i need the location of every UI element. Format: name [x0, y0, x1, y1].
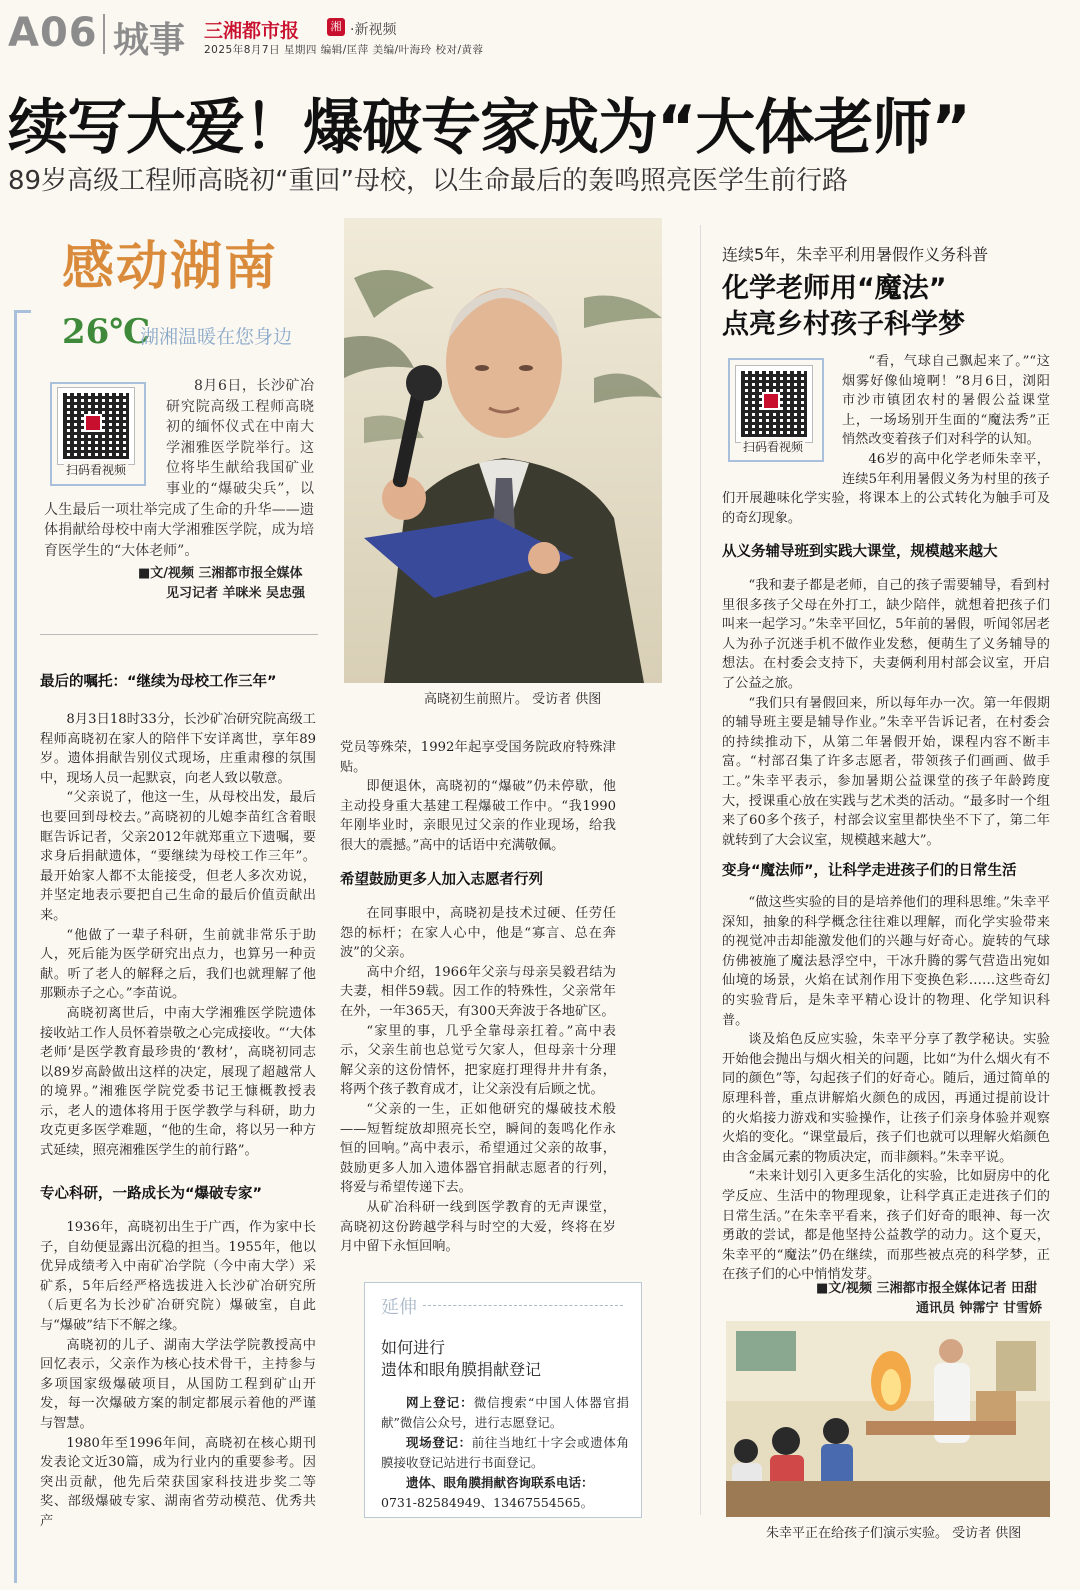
sidebar-title-1: 如何进行 [381, 1338, 446, 1357]
col1-paragraph: 1936年，高晓初出生于广西，作为家中长子，自幼便显露出沉稳的担当。1955年，他以优异成绩考入中南矿冶学院（今中南大学）采矿系，5年后经严格选拔进入长沙矿冶研究所（后更名为长沙矿冶研究院）爆破室，自此与“爆破”结下不解之缘。 [40, 1220, 316, 1333]
column-rule [700, 225, 701, 1515]
onsite-label: 现场登记： [406, 1435, 472, 1450]
right-paragraph: “我们只有暑假回来，所以每年办一次。第一年假期的辅导班主要是辅导作业。”朱幸平告诉记者，在村委会的持续推动下，从第二年暑假开始，课程内容不断丰富。“村部召集了许多志愿者，带领孩子们画画、做手工。”朱幸平表示，参加暑期公益课堂的孩子年龄跨度大，授课重心放在实践与艺术类的活动。“最多时一个组来了60多个孩子，村部会议室里都快坐不下了，第二年就转到了大会议室，规模越来越大”。 [722, 695, 1050, 848]
qr-code-label: 扫码看视频 [743, 440, 804, 454]
right-lead [722, 352, 1050, 528]
divider [40, 634, 318, 635]
right-kicker: 连续5年，朱幸平利用暑假作义务科普 [722, 245, 989, 264]
col2-paragraph: 从矿冶科研一线到医学教育的无声课堂，高晓初这份跨越学科与时空的大爱，终将在岁月中留下永恒回响。 [340, 1199, 616, 1255]
qr-float-spacer [44, 376, 166, 488]
right-title-1: 化学老师用“魔法” [722, 273, 947, 304]
sidebar-tag-line [423, 1305, 623, 1306]
right-paragraph: 谈及焰色反应实验，朱幸平分享了教学秘诀。实验开始他会抛出与烟火相关的问题，比如“为什么烟火有不同的颜色”等，勾起孩子们的好奇心。随后，通过简单的原理科普，重点讲解焰火颜色的成因，再通过提前设计的火焰接力游戏和实验操作，让孩子们亲身体验并观察火焰的变化。“课堂最后，孩子们也就可以理解火焰颜色由含金属元素的物质决定，而非颜料。”朱幸平说。 [722, 1032, 1050, 1165]
col2-paragraph: “父亲的一生，正如他研究的爆破技术般——短暂绽放却照亮长空，瞬间的轰鸣化作永恒的回响。”高中表示，希望通过父亲的故事，鼓励更多人加入遗体器官捐献志愿者的行列，将爱与希望传递下去。 [340, 1101, 616, 1196]
col1-subhead-1: 最后的嘱托：“继续为母校工作三年” [40, 674, 277, 690]
lead-byline-2: 见习记者 羊咪米 吴忠强 [166, 586, 306, 601]
right-paragraph: “做这些实验的目的是培养他们的理科思维。”朱幸平深知，抽象的科学概念往往难以理解，而化学实验带来的视觉冲击却能激发他们的兴趣与好奇心。旋转的气球仿佛被施了魔法悬浮空中，干冰升腾的雾气营造出宛如仙境的场景，火焰在试剂作用下变换色彩……这些奇幻的实验背后，是朱幸平精心设计的物理、化学知识科普。 [722, 895, 1050, 1028]
right-body-2 [722, 893, 1050, 1285]
right-subhead-1: 从义务辅导班到实践大课堂，规模越来越大 [722, 544, 998, 560]
qr-code-label: 扫码看视频 [66, 463, 127, 477]
right-byline-2: 通讯员 钟霈宁 甘雪娇 [916, 1301, 1043, 1316]
issue-meta: 2025年8月7日 星期四 编辑/匡萍 美编/叶海玲 校对/黄蓉 [204, 44, 484, 56]
sidebar-title-2: 遗体和眼角膜捐献登记 [381, 1360, 542, 1379]
col2-body-1 [340, 738, 616, 856]
video-brand: ·新视频 [350, 22, 397, 38]
col1-paragraph: 高晓初离世后，中南大学湘雅医学院遗体接收站工作人员怀着崇敬之心完成接收。“‘大体老师’是医学教育最珍贵的‘教材’，高晓初同志以89岁高龄做出这样的决定，展现了超越常人的境界。”湘雅医学院党委书记王慷概教授表示，老人的遗体将用于医学教学与科研，助力攻克更多医学难题，“他的生命，将以另一种方式延续，照亮湘雅医学生的前行路”。 [40, 1005, 316, 1159]
col1-paragraph: 8月3日18时33分，长沙矿冶研究院高级工程师高晓初在家人的陪伴下安详离世，享年89岁。遗体捐献告别仪式现场，庄重肃穆的氛围中，现场人员一起默哀，向老人致以敬意。 [40, 712, 316, 786]
right-paragraph: “未来计划引入更多生活化的实验，比如厨房中的化学反应、生活中的物理现象，让科学真正走进孩子们的日常生活。”在朱幸平看来，孩子们好奇的眼神、每一次勇敢的尝试，都是他坚持公益教学的动力。这个夏天，朱幸平的“魔法”仍在继续，而那些被点亮的科学梦，正在孩子们的心中悄悄发芽。 [722, 1169, 1050, 1283]
lead-byline-1: ■文/视频 三湘都市报全媒体 [138, 566, 303, 581]
col1-paragraph: “他做了一辈子科研，生前就非常乐于助人，死后能为医学研究出点力，也算另一种贡献。听了老人的解释之后，我们也就理解了他那颗赤子之心。”李苗说。 [40, 927, 316, 1002]
header-divider [103, 14, 105, 54]
col2-paragraph: “家里的事，几乎全靠母亲扛着。”高中表示，父亲生前也总觉亏欠家人，但母亲十分理解父亲的这份情怀，把家庭打理得井井有条，将两个孩子教育成才，让父亲没有后顾之忧。 [340, 1023, 616, 1098]
hotline-label: 遗体、眼角膜捐献咨询联系电话： [406, 1475, 594, 1490]
col1-body-2 [40, 1218, 316, 1532]
classroom-photo [726, 1321, 1050, 1517]
col2-paragraph: 党员等殊荣，1992年起享受国务院政府特殊津贴。 [340, 740, 616, 775]
col2-paragraph: 在同事眼中，高晓初是技术过硬、任劳任怨的标杆；在家人心中，他是“寡言、总在奔波”的父亲。 [340, 906, 616, 961]
sidebar-tag: 延伸 [381, 1297, 417, 1318]
onsite-text: 前往当地红十字会或遗体角膜接收登记站进行书面登记。 [381, 1435, 629, 1470]
col2-paragraph: 即便退休，高晓初的“爆破”仍未停歇，他主动投身重大基建工程爆破工作中。“我1990年刚毕业时，亲眼见过父亲的作业现场，给我很大的震撼。”高中的话语中充满敬佩。 [340, 779, 616, 853]
portrait-photo [344, 218, 662, 683]
col1-subhead-2: 专心科研，一路成长为“爆破专家” [40, 1186, 263, 1202]
info-sidebar [364, 1282, 642, 1518]
sidebar-body [381, 1393, 629, 1513]
photo-caption-right: 朱幸平正在给孩子们演示实验。 受访者 供图 [766, 1526, 1022, 1541]
col2-body-2 [340, 904, 616, 1257]
hotline-text: 0731-82584949、13467554565。 [381, 1495, 594, 1510]
photo-caption-main: 高晓初生前照片。 受访者 供图 [424, 692, 602, 707]
col2-paragraph: 高中介绍，1966年父亲与母亲吴毅君结为夫妻，相伴59载。因工作的特殊性，父亲常年在外，一年365天，有300天奔波于各地矿区。 [340, 964, 616, 1019]
brand-title: 感动湖南 [62, 236, 279, 297]
section-name: 城事 [113, 20, 186, 61]
lead-paragraph [44, 376, 314, 561]
app-logo-icon: 湘 [327, 18, 345, 36]
col1-paragraph: 1980年至1996年间，高晓初在核心期刊发表论文近30篇，成为行业内的重要参考。因突出贡献，他先后荣获国家科技进步奖二等奖、部级爆破专家、湖南省劳动模范、优秀共产 [40, 1435, 316, 1529]
left-column-frame [14, 310, 31, 1583]
portrait-illustration [344, 218, 662, 683]
col1-paragraph: 高晓初的儿子、湖南大学法学院教授高中回忆表示，父亲作为核心技术骨干，主持参与多项国家级爆破项目，从国防工程到矿山开发，每一次爆破方案的制定都展示着他的严谨与智慧。 [40, 1337, 316, 1431]
online-label: 网上登记： [406, 1395, 474, 1410]
col1-body-1 [40, 710, 316, 1161]
paper-name: 三湘都市报 [204, 20, 300, 42]
right-lead-paragraph: “看，气球自己飘起来了。”“这烟雾好像仙境啊！”8月6日，浏阳市沙市镇团农村的暑假公益课堂上，一场场别开生面的“魔法秀”正悄然改变着孩子们对科学的认知。 [842, 354, 1050, 448]
right-body-1 [722, 576, 1050, 850]
qr-float-spacer [722, 352, 842, 470]
headline: 续写大爱！爆破专家成为“大体老师” [8, 93, 970, 163]
online-text: 微信搜索“中国人体器官捐献”微信公众号，进行志愿登记。 [381, 1395, 629, 1430]
col2-subhead-1: 希望鼓励更多人加入志愿者行列 [340, 872, 543, 888]
page-number: A06 [8, 10, 98, 56]
lead-text: 8月6日，长沙矿冶研究院高级工程师高晓初的缅怀仪式在中南大学湘雅医学院举行。这位将毕生献给我国矿业事业的“爆破尖兵”，以人生最后一项壮举完成了生命的升华——遗体捐献给母校中南大学湘雅医学院，成为培育医学生的“大体老师”。 [44, 378, 314, 559]
right-lead-paragraph: 46岁的高中化学老师朱幸平，连续5年利用暑假义务为村里的孩子们开展趣味化学实验，将课本上的公式转化为触手可及的奇幻现象。 [722, 451, 1050, 526]
right-title-2: 点亮乡村孩子科学梦 [722, 309, 965, 340]
right-subhead-2: 变身“魔法师”，让科学走进孩子们的日常生活 [722, 863, 1017, 879]
classroom-illustration [726, 1321, 1050, 1517]
brand-slogan: 湖湘温暖在您身边 [140, 326, 293, 348]
col1-paragraph: “父亲说了，他这一生，从母校出发，最后也要回到母校去。”高晓初的儿媳李苗红含着眼眶告诉记者，父亲2012年就郑重立下遗嘱，要求身后捐献遗体，“要继续为母校工作三年”。最开始家人都不太能接受，但老人多次劝说，并坚定地表示要把自己生命的最后价值贡献出来。 [40, 790, 316, 923]
right-byline-1: ■文/视频 三湘都市报全媒体记者 田甜 [816, 1281, 1038, 1296]
right-paragraph: “我和妻子都是老师，自己的孩子需要辅导，看到村里很多孩子父母在外打工，缺少陪伴，就想着把孩子们叫来一起学习。”朱幸平回忆，5年前的暑假，听闻邻居老人为孙子沉迷手机不做作业发愁，便萌生了义务辅导的想法。在村委会支持下，夫妻俩利用村部会议室，开启了公益之旅。 [722, 578, 1050, 691]
brand-temperature: 26℃ [62, 312, 151, 352]
subheadline: 89岁高级工程师高晓初“重回”母校，以生命最后的轰鸣照亮医学生前行路 [8, 166, 849, 196]
